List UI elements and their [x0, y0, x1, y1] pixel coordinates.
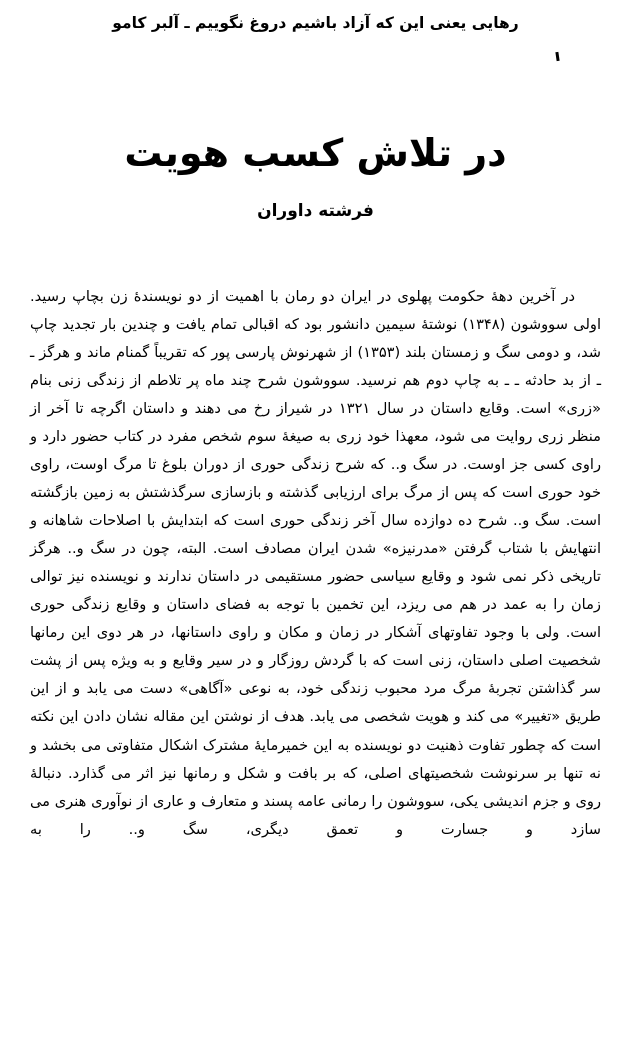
- body-paragraph: در آخرین دهۀ حکومت پهلوی در ایران دو رمان با اهمیت از دو نویسندۀ زن بچاپ رسید. اولی سووشون (۱۳۴۸) نوشتۀ سیمین دانشور بود که اقبالی تمام یافت و چندین بار تجدید چاپ شد، و دومی سگ و زمستان بلند (۱۳۵۳) از شهرنوش پارسی پور که تقریباً گمنام ماند و هرگز ـ ـ از بد حادثه ـ ـ به چاپ دوم هم نرسید. سووشون شرح چند ماه پر تلاطم از زندگی زنی بنام «زری» است. وقایع داستان در سال ۱۳۲۱ در شیراز رخ می دهند و داستان اگرچه تا آخر از منظر زری روایت می شود، معهذا خود زری به صیغۀ سوم شخص مفرد در کتاب حضور دارد و راوی کسی جز اوست. در سگ و.. که شرح زندگی حوری از دوران بلوغ تا مرگ اوست، راوی خود حوری است که پس از مرگ برای ارزیابی گذشته و بازسازی سرگذشتش به زمین بازگشته است. سگ و.. شرح ده دوازده سال آخر زندگی حوری است که ابتدایش با اصلاحات شاهانه و انتهایش با شتاب گرفتن «مدرنیزه» شدن ایران مصادف است. البته، چون در سگ و.. هرگز تاریخی ذکر نمی شود و وقایع سیاسی حضور مستقیمی در داستان ندارند و نویسنده نیز توالی زمان را به عمد در هم می ریزد، این تخمین با توجه به فضای داستان و وقایع زندگی حوری است. ولی با وجود تفاوتهای آشکار در زمان و مکان و راوی داستانها، در هر دوی این رمانها شخصیت اصلی داستان، زنی است که با گردش روزگار و در سیر وقایع و به ویژه پس از پشت سر گذاشتن تجربۀ مرگ مرد محبوب زندگی خود، به نوعی «آگاهی» دست می یابد و از این طریق «تغییر» می کند و هویت شخصی می یابد. هدف از نوشتن این مقاله نشان دادن این نکته است که چطور تفاوت ذهنیت دو نویسنده به این خمیرمایۀ مشترک اشکال متفاوتی می بخشد و نه تنها بر سرنوشت شخصیتهای اصلی، که بر بافت و شکل و رمانها نیز اثر می گذارد. دنبالۀ روی و جزم اندیشی یکی، سووشون را رمانی عامه پسند و متعارف و عاری از نوآوری هنری می سازد و جسارت و تعمق دیگری، سگ و.. را به: [30, 288, 602, 838]
- page-title: در تلاش کسب هویت: [124, 131, 507, 176]
- body-text: [22, 283, 609, 843]
- author-name: فرشته داوران: [257, 201, 374, 222]
- epigraph: رهایی یعنی این که آزاد باشیم دروغ نگوییم ـ آلبر کامو: [112, 14, 519, 32]
- ink-mark: [555, 52, 559, 61]
